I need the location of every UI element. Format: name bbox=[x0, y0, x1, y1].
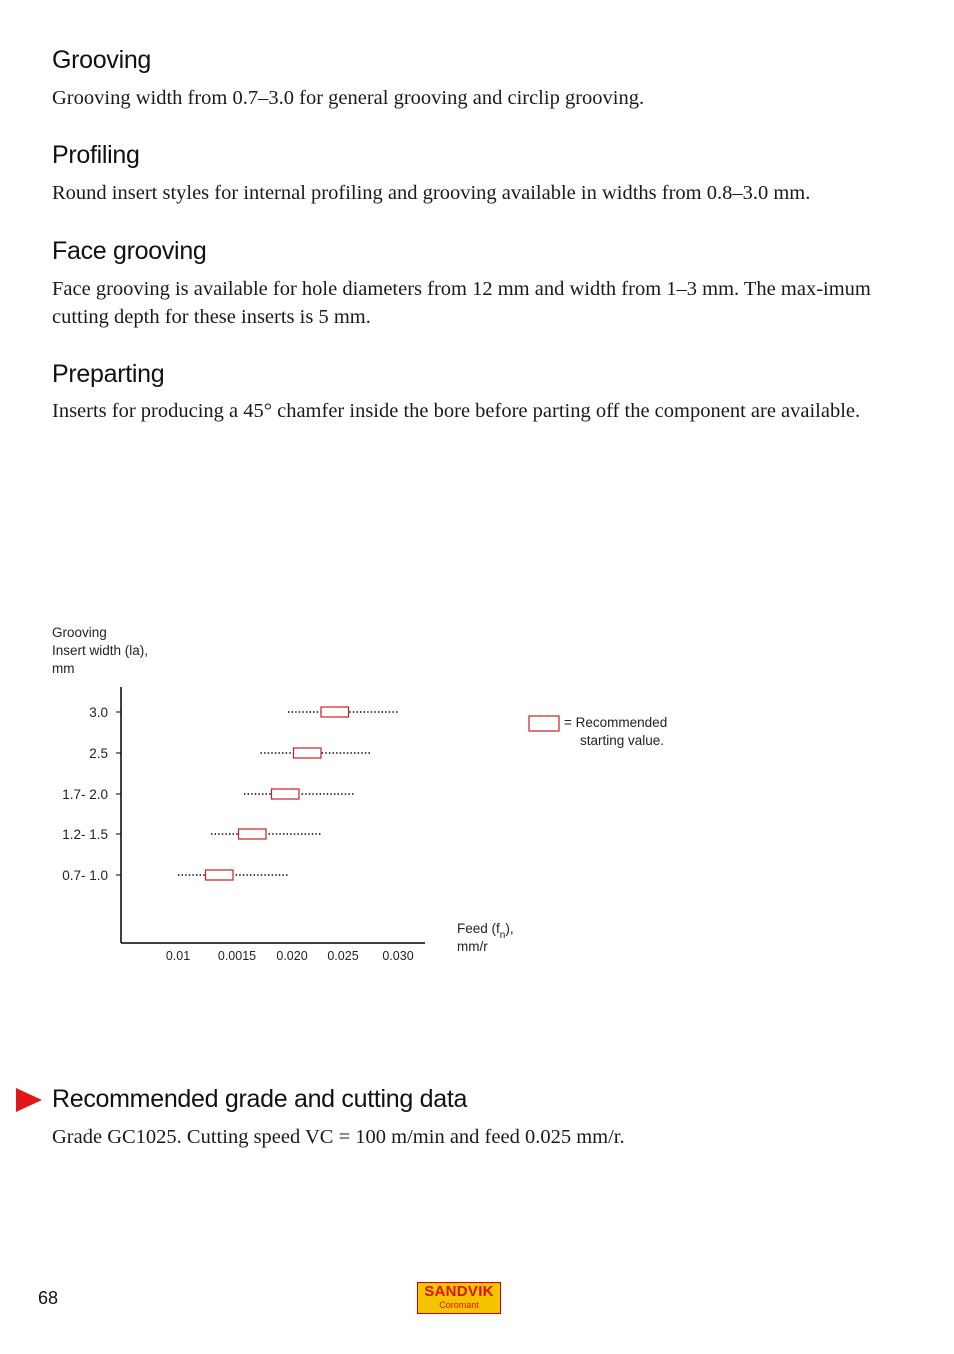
section-heading-profiling: Profiling bbox=[52, 141, 140, 169]
legend-swatch bbox=[529, 716, 559, 731]
section-heading-face-grooving: Face grooving bbox=[52, 237, 207, 265]
feed-range-chart bbox=[0, 600, 954, 980]
recommended-range-box bbox=[206, 870, 234, 880]
x-tick-label: 0.01 bbox=[165, 949, 191, 963]
logo-line1: SANDVIK bbox=[424, 1283, 494, 1300]
red-arrow-icon bbox=[16, 1088, 42, 1112]
legend-text-line2: starting value. bbox=[580, 733, 665, 748]
y-tick-label: 3.0 bbox=[89, 705, 108, 720]
recommendation-text: Grade GC1025. Cutting speed VC = 100 m/min and feed 0.025 mm/r. bbox=[52, 1126, 625, 1148]
sandvik-coromant-logo bbox=[417, 1282, 501, 1314]
x-axis-label-line2: mm/r bbox=[457, 939, 488, 954]
section-text-grooving: Grooving width from 0.7–3.0 for general grooving and circlip grooving. bbox=[52, 87, 645, 109]
y-tick-label: 0.7- 1.0 bbox=[62, 868, 108, 883]
x-axis-label-line1: Feed $(f_n)$, bbox=[457, 921, 514, 941]
section-heading-grooving: Grooving bbox=[52, 46, 152, 74]
y-axis-label-line2: Insert width (la), bbox=[52, 643, 149, 658]
recommended-range-box bbox=[321, 707, 349, 717]
logo-line2: Coromant bbox=[439, 1300, 479, 1310]
section-heading-preparting: Preparting bbox=[52, 360, 165, 388]
y-axis-label-line1: Grooving bbox=[52, 625, 107, 640]
page-number: 68 bbox=[38, 1288, 59, 1308]
y-axis-label-line3: mm bbox=[52, 661, 75, 676]
recommended-range-box bbox=[239, 829, 267, 839]
recommended-range-box bbox=[272, 789, 300, 799]
y-tick-label: 1.2- 1.5 bbox=[62, 827, 108, 842]
y-tick-label: 1.7- 2.0 bbox=[62, 787, 108, 802]
y-tick-label: 2.5 bbox=[89, 746, 108, 761]
x-tick-label: 0.0015 bbox=[217, 949, 257, 963]
x-tick-label: 0.025 bbox=[327, 949, 359, 963]
section-text-preparting: Inserts for producing a 45° chamfer inside the bore before parting off the component are available. bbox=[52, 400, 861, 422]
recommended-range-box bbox=[294, 748, 322, 758]
legend-text-line1: = Recommended bbox=[564, 715, 668, 730]
recommendation-heading: Recommended grade and cutting data bbox=[52, 1085, 468, 1113]
section-text-face-grooving: Face grooving is available for hole diameters from 12 mm and width from 1–3 mm. The max-imum cutting depth for these inserts is 5 mm. bbox=[52, 278, 871, 328]
x-tick-label: 0.020 bbox=[276, 949, 308, 963]
section-text-profiling: Round insert styles for internal profiling and grooving available in widths from 0.8–3.0 mm. bbox=[52, 182, 811, 204]
x-tick-label: 0.030 bbox=[382, 949, 414, 963]
